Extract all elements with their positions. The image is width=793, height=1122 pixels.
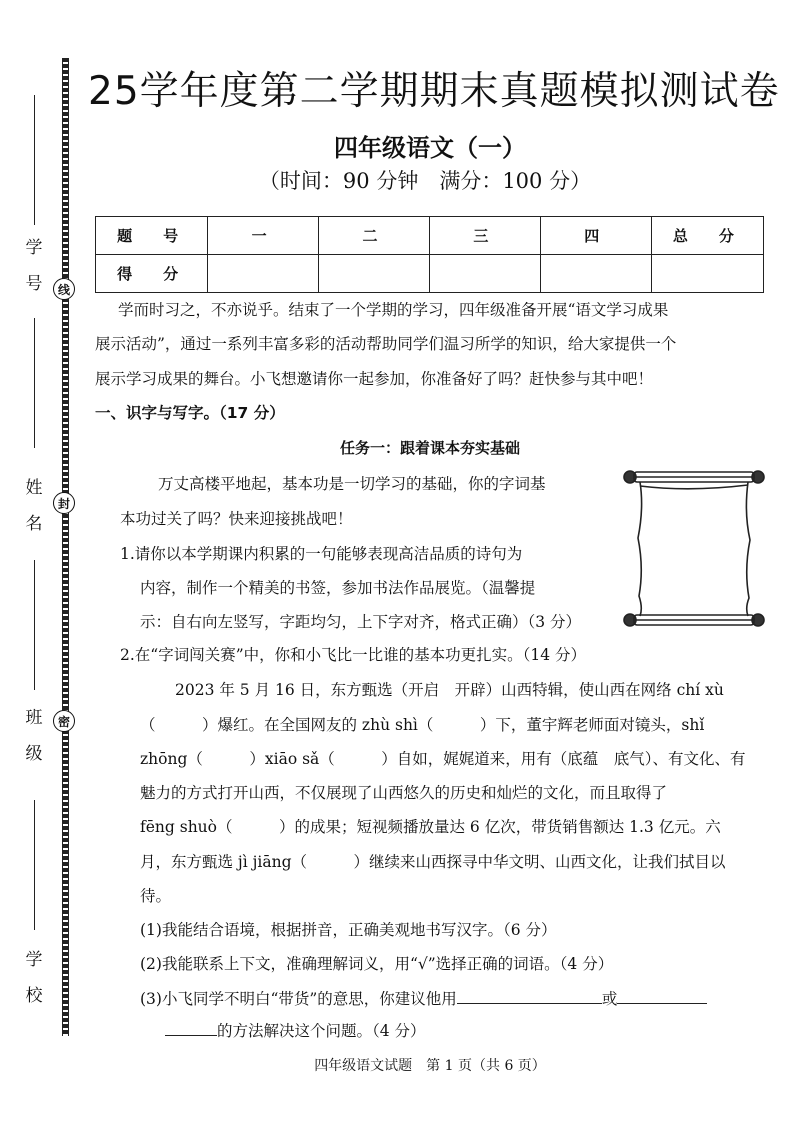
label-name: 姓 名 — [25, 478, 43, 534]
exam-title: 25学年度第二学期期末真题模拟测试卷 — [88, 69, 780, 114]
passage-line: fēng shuò（ ）的成果；短视频播放量达 6 亿次，带货销售额达 1.3 亿元。六 — [140, 818, 721, 836]
sub-question-2: (2)我能联系上下文，准确理解词义，用“√”选择正确的词语。（4 分） — [140, 955, 614, 973]
binding-line — [34, 800, 35, 930]
sub-question-3-or: 或 — [601, 990, 618, 1008]
score-cell[interactable] — [319, 255, 430, 293]
scroll-bookmark-icon — [620, 468, 768, 630]
label-class: 班 级 — [25, 708, 43, 764]
score-cell[interactable] — [208, 255, 319, 293]
answer-blank[interactable] — [617, 987, 707, 1004]
score-table-header-row — [96, 217, 764, 255]
exam-subtitle: 四年级语文（一） — [334, 133, 526, 162]
binding-strip — [62, 58, 69, 1036]
question-2: 2.在“字词闯关赛”中，你和小飞比一比谁的基本功更扎实。（14 分） — [120, 646, 587, 664]
answer-blank[interactable] — [457, 987, 602, 1004]
answer-blank[interactable] — [165, 1019, 217, 1036]
page-footer: 四年级语文试题 第 1 页（共 6 页） — [314, 1058, 546, 1074]
seal-feng: 封 — [53, 492, 75, 514]
score-row-label: 得 分 — [96, 255, 208, 293]
intro-line: 学而时习之，不亦说乎。结束了一个学期的学习，四年级准备开展“语文学习成果 — [118, 301, 669, 319]
passage-line: 2023 年 5 月 16 日，东方甄选（开启 开辟）山西特辑，使山西在网络 chí xù — [175, 681, 724, 699]
question-1-line: 内容，制作一个精美的书签，参加书法作品展览。（温馨提 — [140, 579, 536, 597]
score-header-cell: 三 — [429, 217, 540, 255]
passage-line: zhōng（ ）xiāo sǎ（ ）自如，娓娓道来，用有（底蕴 底气）、有文化、有 — [140, 750, 746, 768]
score-header-cell: 四 — [540, 217, 651, 255]
sub-question-3-text: 的方法解决这个问题。（4 分） — [217, 1022, 426, 1040]
intro-line: 展示活动”，通过一系列丰富多彩的活动帮助同学们温习所学的知识，给大家提供一个 — [95, 335, 677, 353]
score-table — [95, 216, 764, 293]
section-heading: 一、识字与写字。（17 分） — [95, 404, 285, 422]
binding-line — [34, 560, 35, 690]
score-cell[interactable] — [540, 255, 651, 293]
seal-xian: 线 — [53, 278, 75, 300]
task-intro-line: 万丈高楼平地起，基本功是一切学习的基础，你的字词基 — [158, 475, 546, 493]
score-header-cell: 总 分 — [651, 217, 763, 255]
sub-question-3 — [140, 987, 707, 1009]
label-student-id: 学 号 — [25, 238, 43, 294]
task-intro-line: 本功过关了吗？快来迎接挑战吧！ — [120, 510, 353, 528]
question-1-line: 示：自右向左竖写，字距均匀，上下字对齐，格式正确）（3 分） — [140, 613, 582, 631]
score-header-cell: 题 号 — [96, 217, 208, 255]
sub-question-1: (1)我能结合语境，根据拼音，正确美观地书写汉字。（6 分） — [140, 921, 557, 939]
score-table-score-row — [96, 255, 764, 293]
passage-line: 待。 — [140, 887, 172, 905]
passage-line: 魅力的方式打开山西，不仅展现了山西悠久的历史和灿烂的文化，而且取得了 — [140, 784, 668, 802]
score-cell[interactable] — [429, 255, 540, 293]
binding-line — [34, 318, 35, 448]
sub-question-3-cont — [165, 1019, 426, 1041]
passage-line: （ ）爆红。在全国网友的 zhù shì（ ）下，董宇辉老师面对镜头，shǐ — [140, 716, 705, 734]
score-cell[interactable] — [651, 255, 763, 293]
label-school: 学 校 — [25, 950, 43, 1006]
passage-line: 月，东方甄选 jì jiāng（ ）继续来山西探寻中华文明、山西文化，让我们拭目以 — [140, 853, 726, 871]
task-heading: 任务一：跟着课本夯实基础 — [340, 439, 521, 457]
score-header-cell: 二 — [319, 217, 430, 255]
intro-line: 展示学习成果的舞台。小飞想邀请你一起参加，你准备好了吗？赶快参与其中吧！ — [95, 370, 654, 388]
exam-time-info: （时间：90 分钟 满分：100 分） — [258, 169, 592, 193]
sub-question-3-text: (3)小飞同学不明白“带货”的意思，你建议他用 — [140, 990, 457, 1008]
score-header-cell: 一 — [208, 217, 319, 255]
question-1-line: 1.请你以本学期课内积累的一句能够表现高洁品质的诗句为 — [120, 545, 523, 563]
seal-mi: 密 — [53, 710, 75, 732]
